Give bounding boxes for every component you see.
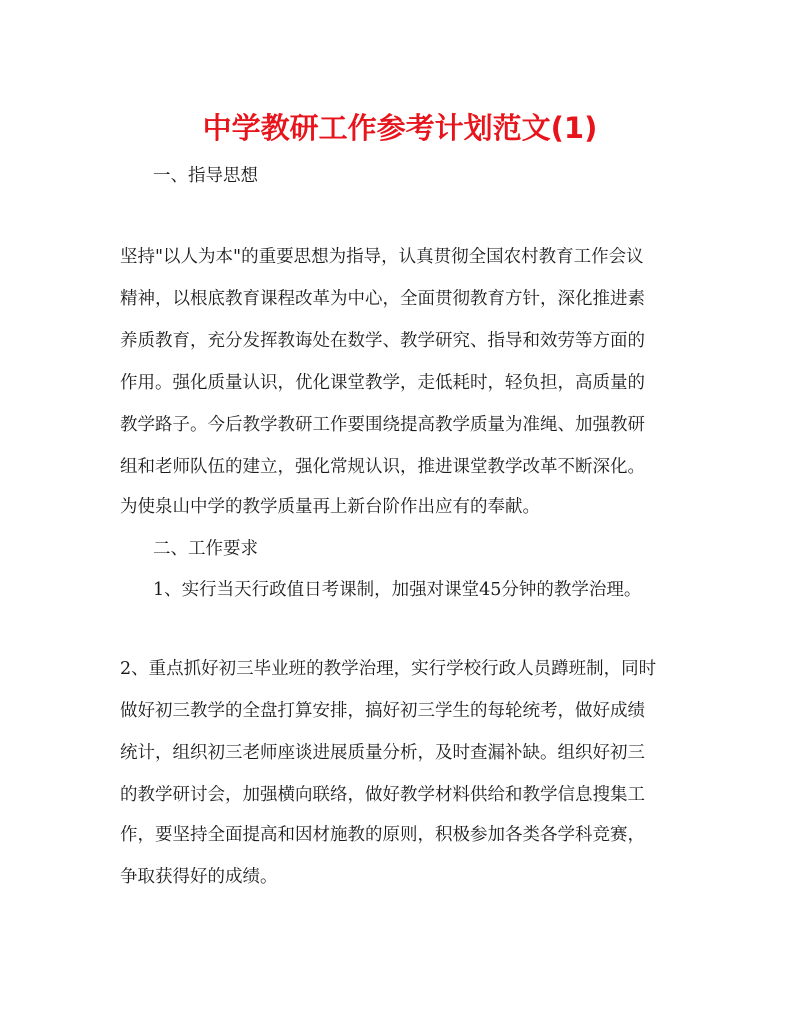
paragraph-line: 养质教育，充分发挥教诲处在数学、教学研究、指导和效劳等方面的 — [120, 331, 645, 351]
paragraph-line: 争取获得好的成绩。 — [120, 867, 278, 887]
section-heading-guiding-thought: 一、指导思想 — [153, 166, 258, 186]
paragraph-line: 作，要坚持全面提高和因材施教的原则，积极参加各类各学科竞赛， — [120, 825, 645, 845]
paragraph-line: 坚持"以人为本"的重要思想为指导，认真贯彻全国农村教育工作会议 — [120, 247, 644, 267]
paragraph-line: 2、重点抓好初三毕业班的教学治理，实行学校行政人员蹲班制，同时 — [120, 659, 657, 679]
section-heading-work-requirements: 二、工作要求 — [153, 539, 258, 559]
paragraph-line: 作用。强化质量认识，优化课堂教学，走低耗时，轻负担，高质量的 — [120, 373, 645, 393]
document-title: 中学教研工作参考计划范文(1) — [202, 111, 598, 145]
paragraph-line: 组和老师队伍的建立，强化常规认识，推进课堂教学改革不断深化。 — [120, 457, 645, 477]
paragraph-line: 做好初三教学的全盘打算安排，搞好初三学生的每轮统考，做好成绩 — [120, 701, 645, 721]
paragraph-line: 统计，组织初三老师座谈进展质量分析，及时查漏补缺。组织好初三 — [120, 743, 645, 763]
paragraph-line: 教学路子。今后教学教研工作要围绕提高教学质量为准绳、加强教研 — [120, 415, 645, 435]
paragraph-line: 的教学研讨会，加强横向联络，做好教学材料供给和教学信息搜集工 — [120, 785, 645, 805]
requirement-item-1: 1、实行当天行政值日考课制，加强对课堂45分钟的教学治理。 — [153, 580, 642, 600]
paragraph-line: 精神，以根底教育课程改革为中心，全面贯彻教育方针，深化推进素 — [120, 289, 645, 309]
paragraph-line: 为使泉山中学的教学质量再上新台阶作出应有的奉献。 — [120, 497, 540, 517]
